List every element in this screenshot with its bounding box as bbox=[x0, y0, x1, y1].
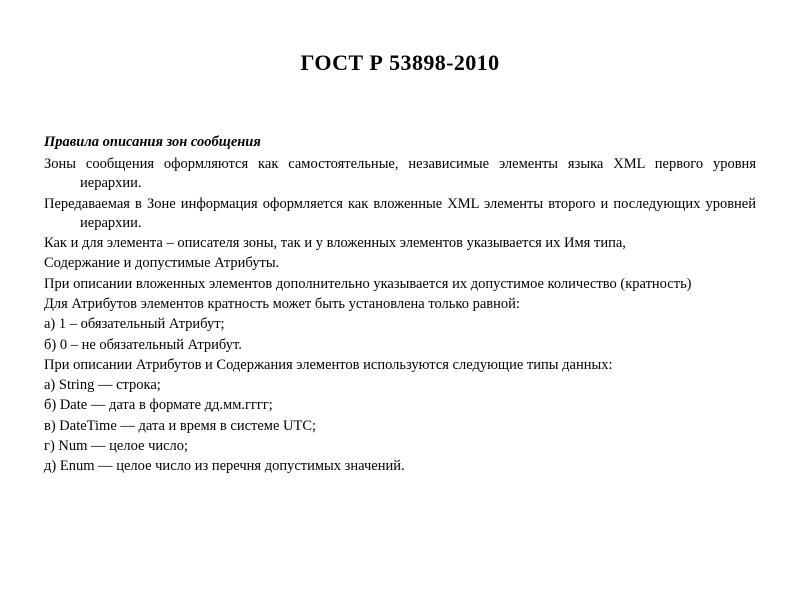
paragraph: Передаваемая в Зоне информация оформляется как вложенные XML элементы второго и последующих уровней иерархии. bbox=[44, 195, 756, 231]
page-title: ГОСТ Р 53898-2010 bbox=[300, 50, 500, 75]
paragraph: Как и для элемента – описателя зоны, так и у вложенных элементов указывается их Имя типа, bbox=[44, 235, 626, 252]
document-body bbox=[44, 134, 756, 477]
paragraph: Для Атрибутов элементов кратность может быть установлена только равной: bbox=[44, 295, 520, 312]
list-item: б) Date — дата в формате дд.мм.гггг; bbox=[44, 397, 273, 414]
list-item: г) Num — целое число; bbox=[44, 437, 189, 454]
list-item: в) DateTime — дата и время в системе UTC; bbox=[44, 417, 317, 434]
list-item: б) 0 – не обязательный Атрибут. bbox=[44, 336, 242, 353]
paragraph: Содержание и допустимые Атрибуты. bbox=[44, 255, 280, 272]
list-item: а) String — строка; bbox=[44, 377, 161, 394]
paragraph: При описании Атрибутов и Содержания элементов используются следующие типы данных: bbox=[44, 356, 613, 373]
paragraph: Зоны сообщения оформляются как самостоятельные, независимые элементы языка XML первого уровня иерархии. bbox=[44, 156, 756, 192]
section-heading: Правила описания зон сообщения bbox=[44, 134, 261, 150]
paragraph: При описании вложенных элементов дополнительно указывается их допустимое количество (кратность) bbox=[44, 275, 692, 292]
list-item: д) Enum — целое число из перечня допустимых значений. bbox=[44, 458, 405, 475]
list-item: а) 1 – обязательный Атрибут; bbox=[44, 316, 225, 333]
